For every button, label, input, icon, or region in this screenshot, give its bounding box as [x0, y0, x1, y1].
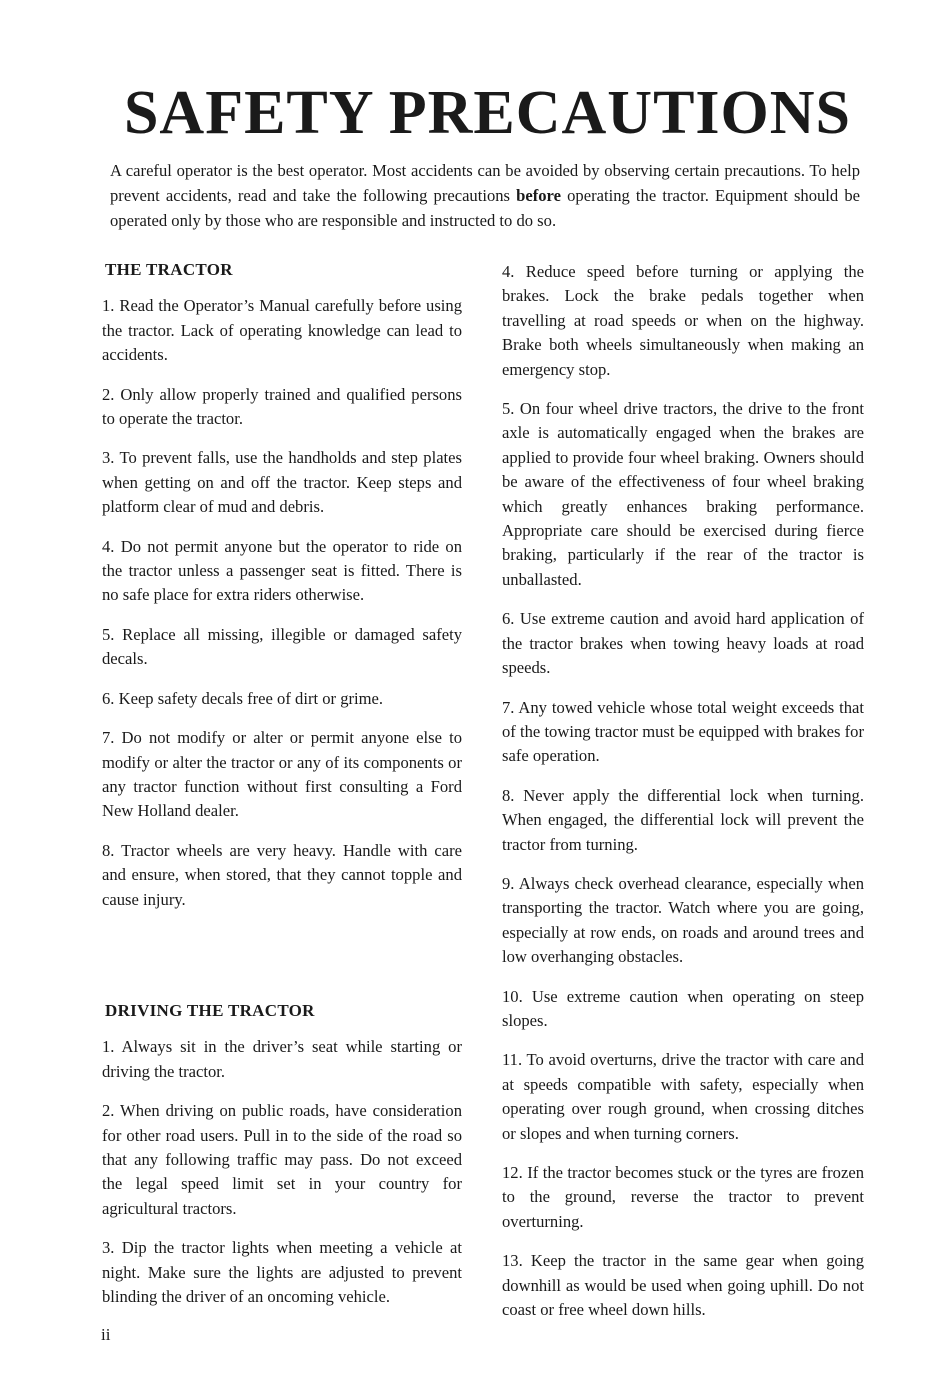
driving-item: 7. Any towed vehicle whose total weight exceeds that of the towing tractor must be equipped with brakes for safe operation. [502, 697, 864, 766]
intro-emphasis: before [516, 186, 561, 205]
tractor-item: 3. To prevent falls, use the handholds and step plates when getting on and off the tractor. Keep steps and platform clear of mud and debris. [102, 448, 462, 517]
section-heading-tractor: THE TRACTOR [105, 260, 233, 279]
driving-item: 1. Always sit in the driver’s seat while starting or driving the tractor. [102, 1037, 462, 1081]
driving-item: 3. Dip the tractor lights when meeting a vehicle at night. Make sure the lights are adjusted to prevent blinding the driver of an oncoming vehicle. [102, 1238, 462, 1306]
tractor-item: 1. Read the Operator’s Manual carefully before using the tractor. Lack of operating knowledge can lead to accidents. [102, 296, 462, 365]
section-heading-driving: DRIVING THE TRACTOR [105, 1000, 315, 1020]
page-number: ii [101, 1325, 111, 1344]
intro-paragraph [110, 158, 860, 233]
intro-text-2: operating the tractor. Equipment should be operated only by those who are responsible and instructed to do so. [110, 186, 860, 230]
tractor-item: 8. Tractor wheels are very heavy. Handle with care and ensure, when stored, that they cannot topple and cause injury. [102, 840, 462, 909]
section-spacer [102, 927, 462, 999]
tractor-item: 6. Keep safety decals free of dirt or grime. [102, 688, 384, 708]
driving-item: 6. Use extreme caution and avoid hard application of the tractor brakes when towing heavy loads at road speeds. [502, 609, 864, 678]
page-title: SAFETY PRECAUTIONS [123, 79, 852, 147]
tractor-item: 4. Do not permit anyone but the operator to ride on the tractor unless a passenger seat is fitted. There is no safe place for extra riders otherwise. [102, 536, 462, 605]
driving-item: 12. If the tractor becomes stuck or the tyres are frozen to the ground, reverse the tractor to prevent overturning. [502, 1163, 864, 1231]
driving-item: 4. Reduce speed before turning or applying the brakes. Lock the brake pedals together when travelling at road speeds or when on the highway. Brake both wheels simultaneously when making an emergency stop. [502, 262, 864, 379]
driving-item: 9. Always check overhead clearance, especially when transporting the tractor. Watch where you are going, especially at row ends, on roads and around trees and low overhanging obstacles. [502, 873, 864, 967]
driving-item: 10. Use extreme caution when operating on steep slopes. [502, 986, 864, 1030]
right-column [502, 260, 864, 1337]
driving-item: 5. On four wheel drive tractors, the drive to the front axle is automatically engaged when the brakes are applied to provide four wheel braking. Owners should be aware of the effectiveness of four wheel braking which greatly enhances braking performance. Appropriate care should be exercised during fierce braking, particularly if the rear of the tractor is unballasted. [502, 399, 864, 589]
driving-item: 13. Keep the tractor in the same gear when going downhill as would be used when going uphill. Do not coast or free wheel down hills. [502, 1251, 864, 1320]
driving-item: 8. Never apply the differential lock when turning. When engaged, the differential lock will prevent the tractor from turning. [502, 785, 864, 854]
intro-text-1: A careful operator is the best operator. Most accidents can be avoided by observing certain precautions. To help prevent accidents, read and take the following precautions [110, 161, 860, 205]
left-column [102, 258, 462, 1309]
driving-item: 11. To avoid overturns, drive the tractor with care and at speeds compatible with safety, especially when operating over rough ground, when crossing ditches or slopes and when turning corners. [502, 1050, 864, 1143]
tractor-item: 7. Do not modify or alter or permit anyone else to modify or alter the tractor or any of its components or any tractor function without first consulting a Ford New Holland dealer. [102, 728, 462, 821]
driving-item: 2. When driving on public roads, have consideration for other road users. Pull in to the side of the road so that any following traffic may pass. Do not exceed the legal speed limit set in your country for agricultural tractors. [102, 1101, 462, 1218]
tractor-item: 2. Only allow properly trained and qualified persons to operate the tractor. [102, 384, 462, 429]
tractor-item: 5. Replace all missing, illegible or damaged safety decals. [102, 624, 462, 669]
